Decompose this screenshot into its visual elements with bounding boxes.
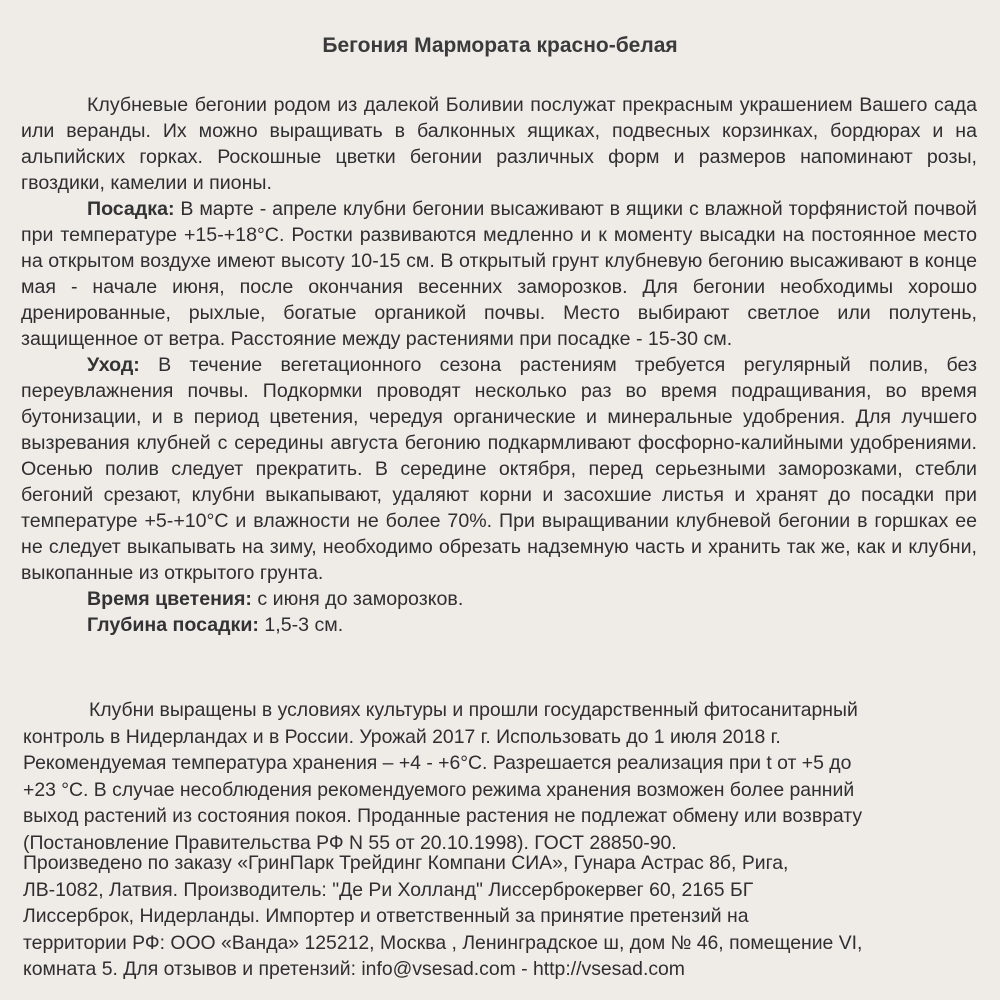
manufacturer-line: Произведено по заказу «ГринПарк Трейдинг Компани СИА», Гунара Астрас 8б, Рига, bbox=[23, 852, 789, 874]
legal-line: (Постановление Правительства РФ N 55 от 20.10.1998). ГОСТ 28850-90. bbox=[23, 831, 677, 854]
legal-line: выход растений из состояния покоя. Проданные растения не подлежат обмену или возврату bbox=[23, 805, 863, 827]
legal-line: +23 °С. В случае несоблюдения рекомендуемого режима хранения возможен более ранний bbox=[23, 778, 855, 801]
legal-line: Рекомендуемая температура хранения – +4 - +6°С. Разрешается реализация при t от +5 до bbox=[23, 752, 852, 774]
manufacturer-line: ЛВ-1082, Латвия. Производитель: "Де Ри Холланд" Лиссерброкервег 60, 2165 БГ bbox=[23, 878, 754, 901]
legal-notice bbox=[23, 697, 968, 856]
bloom-heading: Время цветения: bbox=[87, 588, 252, 610]
depth-line bbox=[21, 612, 977, 638]
description-body bbox=[21, 92, 977, 638]
planting-text: В марте - апреле клубни бегонии высаживают в ящики с влажной торфянистой почвой при температуре +15-+18°С. Ростки развиваются медленно и к моменту высадки на постоянное место на открытом воздухе имеют высоту 10-15 см. В открытый грунт клубневую бегонию высаживают в конце мая - начале июня, после окончания весенних заморозков. Для бегонии необходимы хорошо дренированные, рыхлые, богатые органикой почвы. Место выбирают светлое или полутень, защищенное от ветра. Расстояние между растениями при посадке - 15-30 см. bbox=[21, 198, 977, 350]
planting-heading: Посадка: bbox=[87, 198, 175, 220]
depth-text: 1,5-3 см. bbox=[258, 614, 344, 636]
legal-line: контроль в Нидерландах и в России. Урожай 2017 г. Использовать до 1 июля 2018 г. bbox=[23, 725, 781, 748]
manufacturer-line: Лиссерброк, Нидерланды. Импортер и ответственный за принятие претензий на bbox=[23, 905, 749, 927]
bloom-text: с июня до заморозков. bbox=[251, 588, 464, 610]
depth-heading: Глубина посадки: bbox=[87, 614, 259, 636]
manufacturer-info bbox=[23, 850, 953, 983]
legal-line: Клубни выращены в условиях культуры и прошли государственный фитосанитарный bbox=[89, 699, 858, 721]
product-title: Бегония Мармората красно-белая bbox=[322, 34, 678, 57]
care-paragraph bbox=[21, 352, 977, 586]
care-heading: Уход: bbox=[87, 354, 140, 376]
manufacturer-line: территории РФ: ООО «Ванда» 125212, Москва , Ленинградское ш, дом № 46, помещение VI, bbox=[23, 931, 863, 954]
bloom-line bbox=[21, 586, 977, 612]
manufacturer-line: комната 5. Для отзывов и претензий: info@vsesad.com - http://vsesad.com bbox=[23, 958, 685, 980]
care-text: В течение вегетационного сезона растениям требуется регулярный полив, без переувлажнения почвы. Подкормки проводят несколько раз во время подращивания, во время бутонизации, и в период цветения, чередуя органические и минеральные удобрения. Для лучшего вызревания клубней с середины августа бегонию подкармливают фосфорно-калийными удобрениями. Осенью полив следует прекратить. В середине октября, перед серьезными заморозками, стебли бегоний срезают, клубни выкапывают, удаляют корни и засохшие листья и хранят до посадки при температуре +5-+10°С и влажности не более 70%. При выращивании клубневой бегонии в горшках ее не следует выкапывать на зиму, необходимо обрезать надземную часть и хранить так же, как и клубни, выкопанные из открытого грунта. bbox=[21, 354, 977, 584]
planting-paragraph bbox=[21, 196, 977, 352]
intro-paragraph: Клубневые бегонии родом из далекой Боливии послужат прекрасным украшением Вашего сада или веранды. Их можно выращивать в балконных ящиках, подвесных корзинках, бордюрах и на альпийских горках. Роскошные цветки бегонии различных форм и размеров напоминают розы, гвоздики, камелии и пионы. bbox=[21, 94, 977, 194]
